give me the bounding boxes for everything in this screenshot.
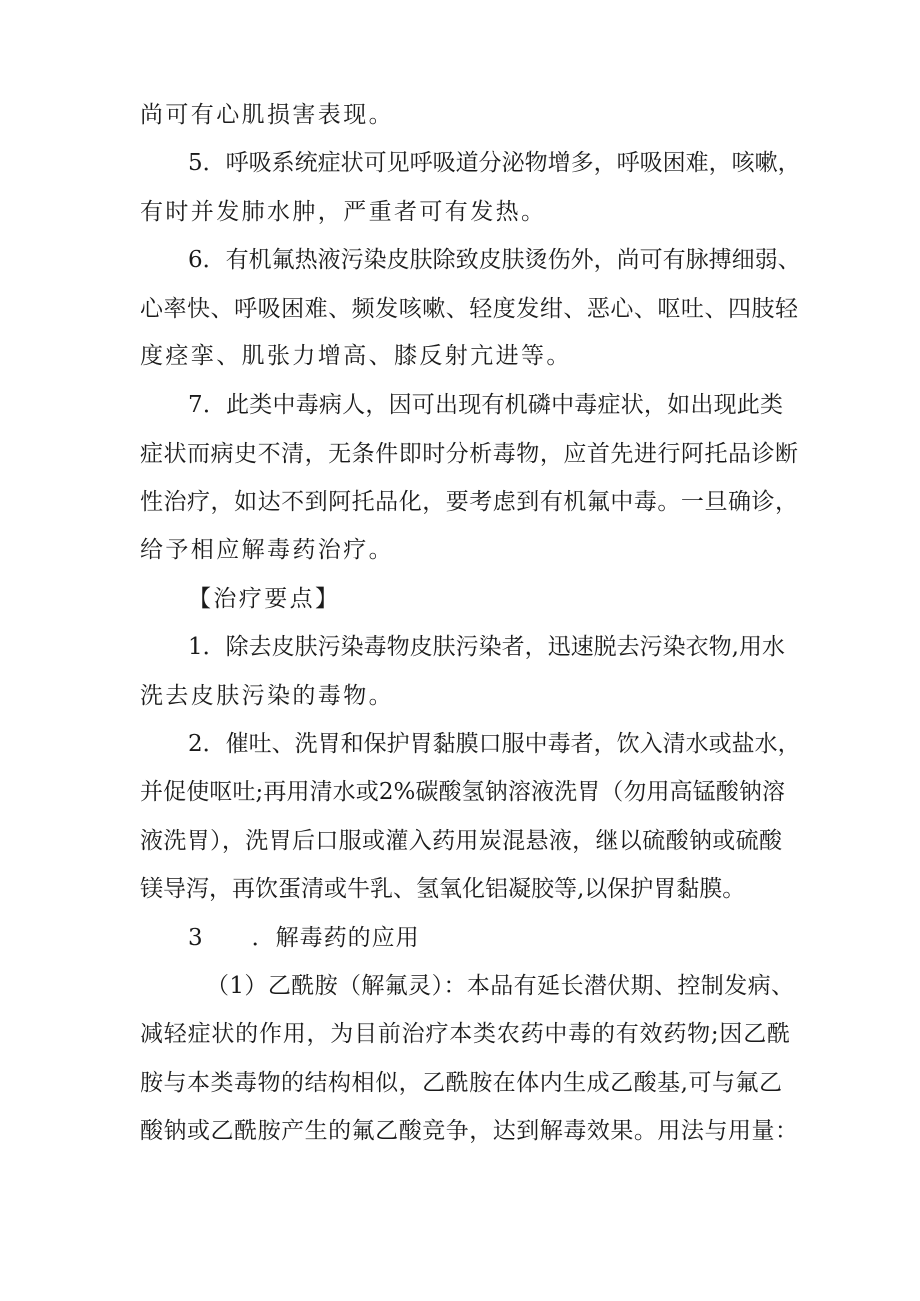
text-line: 症状而病史不清，无条件即时分析毒物，应首先进行阿托品诊断: [140, 441, 798, 467]
text-line: 胺与本类毒物的结构相似，乙酰胺在体内生成乙酸基,可与氟乙: [140, 1070, 782, 1096]
text-line: 给予相应解毒药治疗。: [140, 537, 394, 563]
text-line-item-1: 1．除去皮肤污染毒物皮肤污染者，迅速脱去污染衣物,用水: [188, 634, 785, 660]
text-line-item-6: 6．有机氟热液污染皮肤除致皮肤烫伤外，尚可有脉搏细弱、: [188, 247, 801, 273]
text-line: 度痉挛、肌张力增高、膝反射亢进等。: [140, 343, 572, 369]
text-line: 洗去皮肤污染的毒物。: [140, 683, 394, 709]
text-line: 液洗胃），洗胃后口服或灌入药用炭混悬液，继以硫酸钠或硫酸: [140, 828, 782, 854]
subsection-heading: 3 ．解毒药的应用: [188, 925, 420, 951]
text-line-item-3-1: （1）乙酰胺（解氟灵）：本品有延长潜伏期、控制发病、: [206, 973, 794, 999]
section-heading: 【治疗要点】: [188, 586, 341, 612]
text-line: 酸钠或乙酰胺产生的氟乙酸竞争，达到解毒效果。用法与用量：: [140, 1118, 798, 1144]
text-line: 尚可有心肌损害表现。: [140, 102, 394, 128]
text-line: 镁导泻，再饮蛋清或牛乳、氢氧化铝凝胶等,以保护胃黏膜。: [140, 876, 746, 902]
text-line-item-5: 5．呼吸系统症状可见呼吸道分泌物增多，呼吸困难，咳嗽，: [188, 150, 801, 176]
text-line-item-7: 7．此类中毒病人，因可出现有机磷中毒症状，如出现此类: [188, 392, 783, 418]
text-line: 有时并发肺水肿，严重者可有发热。: [140, 199, 547, 225]
text-line: 心率快、呼吸困难、频发咳嗽、轻度发绀、恶心、呕吐、四肢轻: [140, 296, 798, 322]
text-line-item-2: 2．催吐、洗胃和保护胃黏膜口服中毒者，饮入清水或盐水，: [188, 731, 801, 757]
text-line: 减轻症状的作用，为目前治疗本类农药中毒的有效药物;因乙酰: [140, 1021, 790, 1047]
text-line: 并促使呕吐;再用清水或2%碳酸氢钠溶液洗胃（勿用高锰酸钠溶: [140, 779, 785, 805]
text-line: 性治疗，如达不到阿托品化，要考虑到有机氟中毒。一旦确诊，: [140, 489, 798, 515]
